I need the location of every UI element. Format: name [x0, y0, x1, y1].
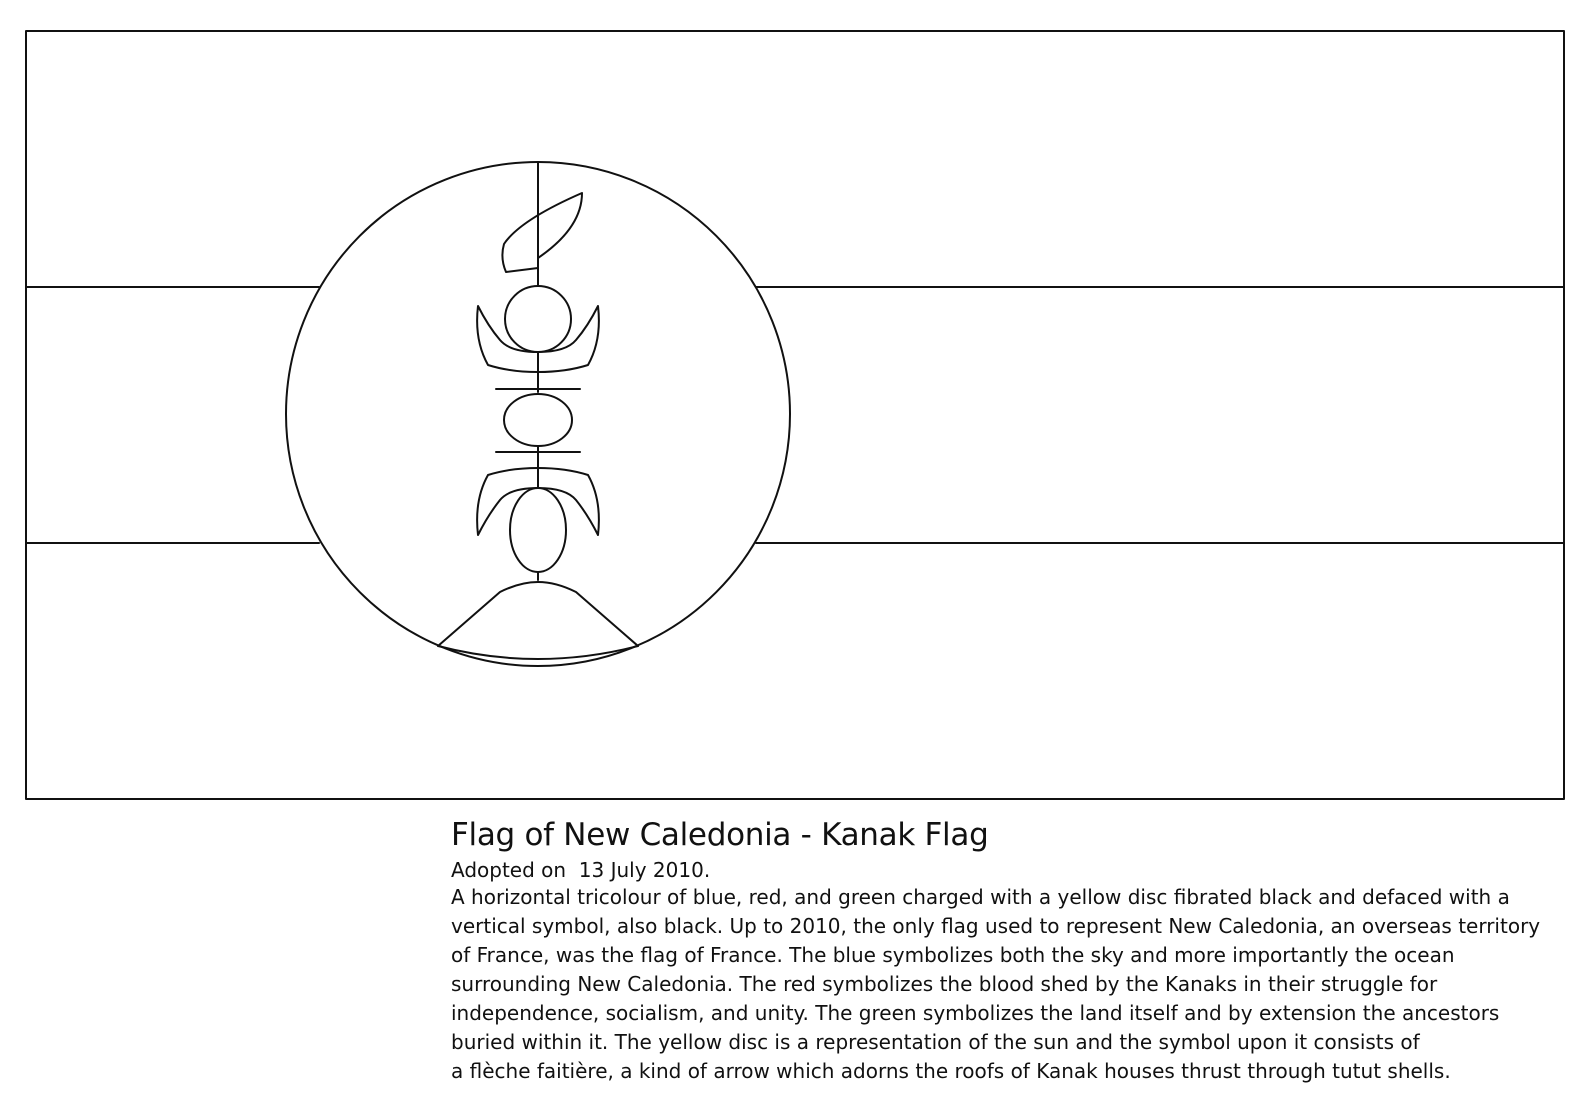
adopted-date: Adopted on 13 July 2010.: [451, 858, 711, 882]
fleche-faitiere-symbol: [438, 163, 638, 659]
description-line: independence, socialism, and unity. The green symbolizes the land itself and by extension the ancestors: [451, 1001, 1500, 1025]
description-line: vertical symbol, also black. Up to 2010, the only flag used to represent New Caledonia, an overseas territory: [451, 914, 1541, 938]
description-line: A horizontal tricolour of blue, red, and green charged with a yellow disc fibrated black and defaced with a: [451, 885, 1510, 909]
flag-border: [26, 31, 1564, 799]
caption-block: [451, 815, 1561, 1086]
description-line: surrounding New Caledonia. The red symbolizes the blood shed by the Kanaks in their struggle for: [451, 972, 1438, 996]
description-line: of France, was the flag of France. The blue symbolizes both the sky and more importantly the ocean: [451, 943, 1455, 967]
description: [451, 883, 1561, 1086]
description-line: buried within it. The yellow disc is a representation of the sun and the symbol upon it consists of: [451, 1030, 1420, 1054]
flag-title: Flag of New Caledonia - Kanak Flag: [451, 817, 989, 853]
description-line: a flèche faitière, a kind of arrow which adorns the roofs of Kanak houses thrust through tutut shells.: [451, 1059, 1451, 1083]
